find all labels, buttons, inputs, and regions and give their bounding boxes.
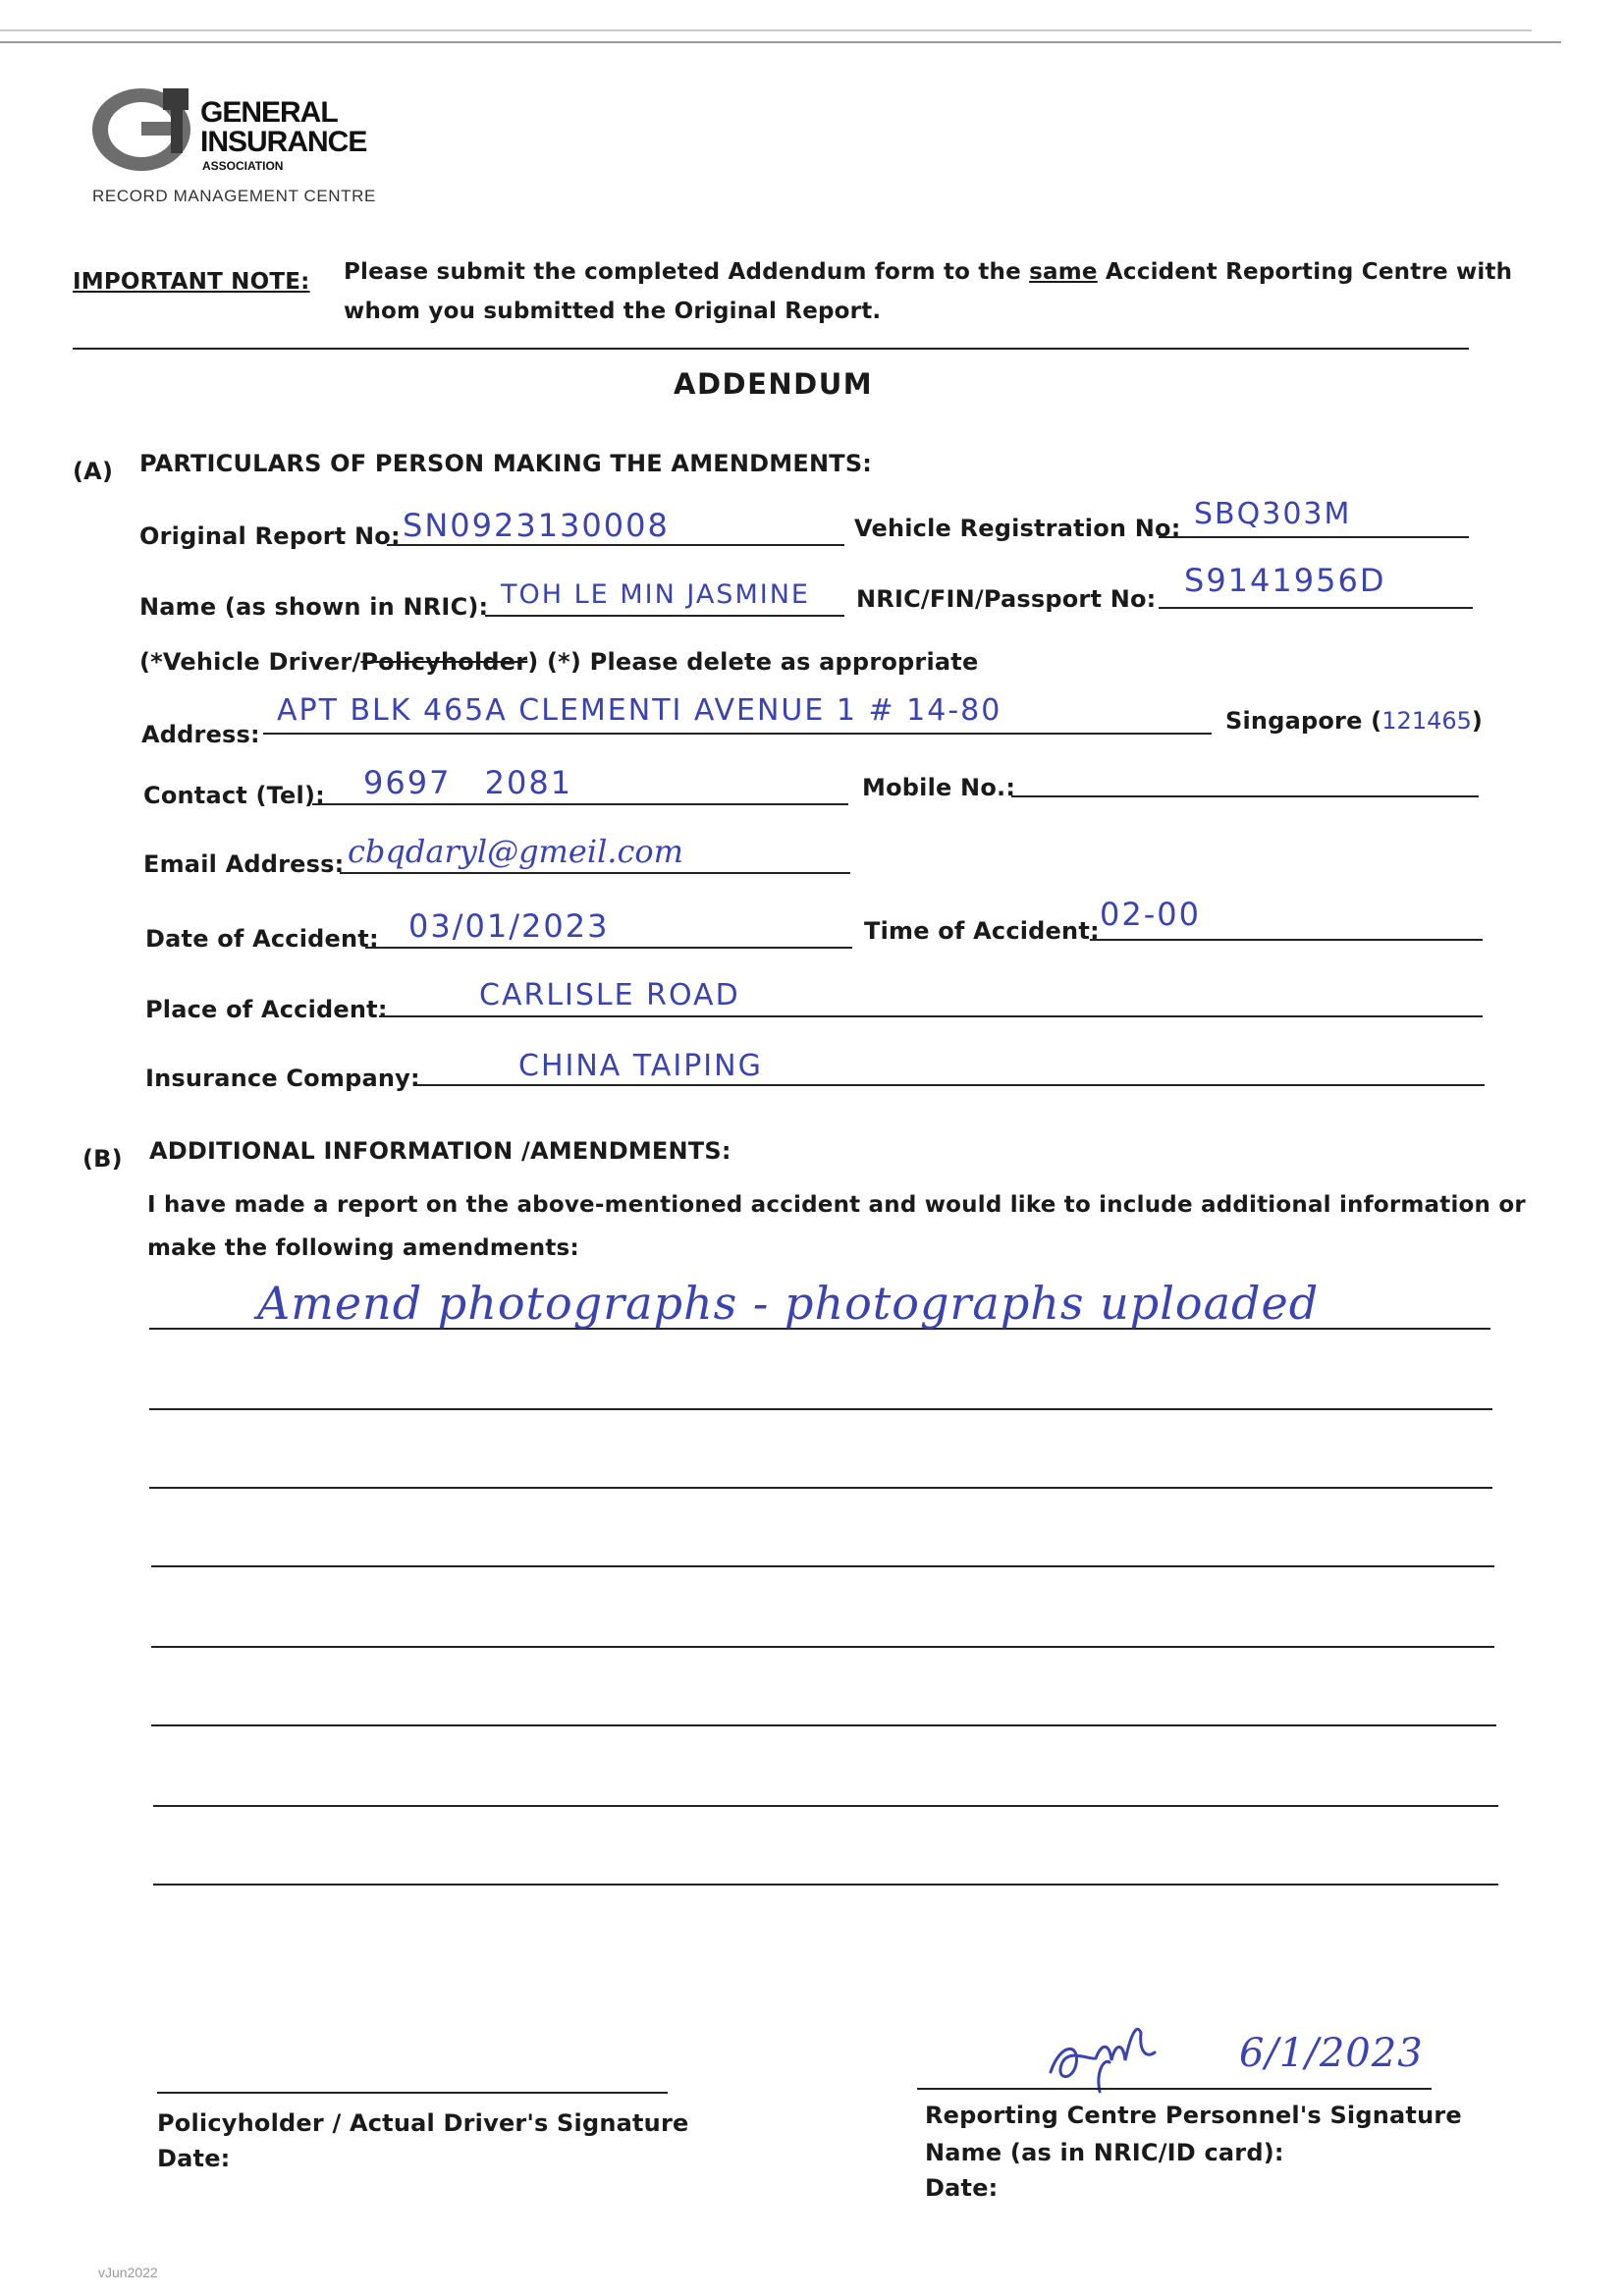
note-text-part1: Please submit the completed Addendum form to the	[344, 259, 1030, 285]
note-text-same: same	[1029, 259, 1098, 285]
original-report-line	[387, 544, 844, 546]
amendment-line-7	[153, 1805, 1498, 1807]
vehicle-reg-label: Vehicle Registration No:	[854, 515, 1181, 542]
left-signature-date: Date:	[157, 2145, 231, 2172]
name-line	[485, 615, 844, 617]
singapore-text: Singapore (	[1225, 707, 1382, 735]
section-b-intro-line1: I have made a report on the above-mentioned accident and would like to include additional information or	[147, 1192, 1526, 1218]
important-note-text-line2: whom you submitted the Original Report.	[344, 299, 882, 324]
nric-line	[1159, 607, 1473, 609]
address-label: Address:	[141, 721, 260, 748]
time-value[interactable]: 02-00	[1100, 896, 1201, 933]
name-value[interactable]: TOH LE MIN JASMINE	[501, 579, 810, 610]
time-label: Time of Accident:	[864, 917, 1100, 945]
section-a-marker: (A)	[73, 458, 114, 485]
mobile-label: Mobile No.:	[862, 774, 1016, 801]
address-line	[263, 733, 1212, 735]
left-signature-title: Policyholder / Actual Driver's Signature	[157, 2109, 689, 2137]
left-signature-line	[157, 2092, 668, 2094]
right-signature-line	[917, 2088, 1432, 2090]
scan-edge-line	[0, 41, 1561, 43]
insurer-label: Insurance Company:	[145, 1065, 420, 1092]
amendment-line-3	[149, 1487, 1492, 1489]
right-signature-title: Reporting Centre Personnel's Signature	[925, 2102, 1462, 2129]
singapore-close: )	[1471, 707, 1484, 735]
gia-logo	[90, 81, 385, 179]
amendment-value[interactable]: Amend photographs - photographs uploaded	[257, 1277, 1320, 1330]
vehicle-reg-value[interactable]: SBQ303M	[1194, 497, 1352, 531]
scan-edge-line	[0, 29, 1532, 31]
note-text-part2: Accident Reporting Centre with	[1097, 259, 1513, 285]
section-b-heading: ADDITIONAL INFORMATION /AMENDMENTS:	[149, 1137, 731, 1165]
original-report-label: Original Report No:	[139, 522, 401, 550]
email-line	[340, 872, 850, 874]
form-title: ADDENDUM	[674, 367, 874, 401]
tel-line	[312, 803, 848, 805]
date-value[interactable]: 03/01/2023	[408, 907, 610, 945]
nric-value[interactable]: S9141956D	[1184, 562, 1386, 599]
original-report-value[interactable]: SN0923130008	[403, 507, 670, 544]
right-signature-date: Date:	[925, 2174, 999, 2202]
section-b-marker: (B)	[82, 1145, 123, 1173]
postal-value[interactable]: 121465	[1381, 707, 1472, 735]
singapore-label	[1225, 707, 1483, 735]
org-line-association: ASSOCIATION	[202, 159, 284, 173]
amendment-line-5	[151, 1646, 1494, 1648]
insurer-value[interactable]: CHINA TAIPING	[518, 1049, 763, 1083]
vehicle-reg-line	[1159, 536, 1469, 538]
important-note-text	[344, 259, 1512, 285]
tel-value[interactable]: 9697 2081	[363, 764, 573, 801]
gia-emblem-icon	[90, 82, 200, 173]
amendment-line-4	[151, 1565, 1494, 1567]
tel-label: Contact (Tel):	[143, 782, 325, 809]
date-line	[365, 947, 852, 949]
address-value[interactable]: APT BLK 465A CLEMENTI AVENUE 1 # 14-80	[277, 693, 1002, 728]
place-label: Place of Accident:	[145, 996, 388, 1023]
org-line-general: GENERAL	[200, 96, 338, 129]
role-line	[139, 648, 978, 676]
email-value[interactable]: cbqdaryl@gmeil.com	[348, 833, 683, 870]
section-b-intro-line2: make the following amendments:	[147, 1235, 579, 1261]
role-suffix: ) (*) Please delete as appropriate	[527, 648, 979, 676]
date-label: Date of Accident:	[145, 925, 379, 953]
place-line	[379, 1015, 1483, 1017]
section-a-heading: PARTICULARS OF PERSON MAKING THE AMENDMENTS:	[139, 450, 873, 477]
time-line	[1090, 939, 1483, 941]
org-line-insurance: INSURANCE	[200, 126, 367, 158]
name-label: Name (as shown in NRIC):	[139, 593, 489, 621]
note-divider	[73, 348, 1469, 350]
role-struck: Policyholder	[360, 648, 528, 676]
nric-label: NRIC/FIN/Passport No:	[856, 585, 1157, 613]
role-prefix: (*Vehicle Driver/	[139, 648, 361, 676]
place-value[interactable]: CARLISLE ROAD	[479, 978, 740, 1012]
amendment-line-6	[151, 1724, 1496, 1726]
record-centre-label: RECORD MANAGEMENT CENTRE	[92, 187, 376, 205]
amendment-line-8	[153, 1884, 1498, 1886]
amendment-line-2	[149, 1408, 1492, 1410]
right-signature-name: Name (as in NRIC/ID card):	[925, 2139, 1284, 2166]
form-version: vJun2022	[98, 2265, 158, 2280]
email-label: Email Address:	[143, 850, 345, 878]
mobile-line	[1011, 795, 1479, 797]
personnel-signature-date: 6/1/2023	[1239, 2031, 1424, 2076]
insurer-line	[414, 1084, 1485, 1086]
personnel-signature-scribble	[1041, 2003, 1227, 2102]
important-note-label: IMPORTANT NOTE:	[73, 269, 310, 295]
